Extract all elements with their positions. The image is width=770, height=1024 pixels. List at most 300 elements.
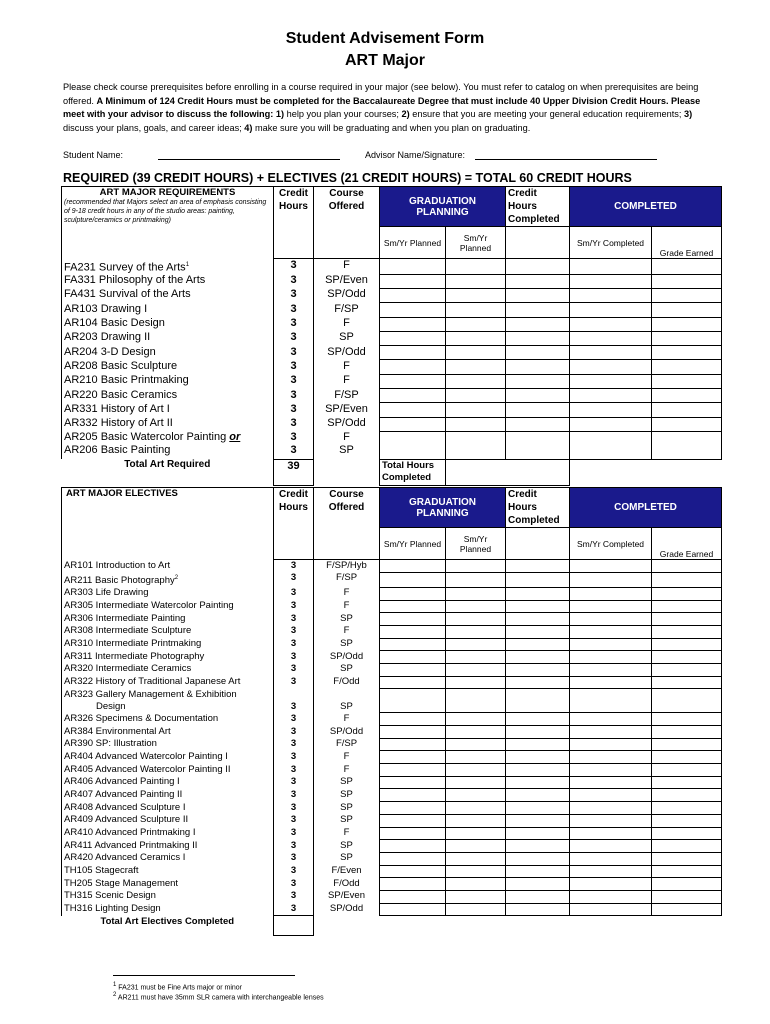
electives-entry-cell[interactable] — [506, 776, 570, 789]
course-name-text: AR103 Drawing I — [64, 302, 148, 315]
credit-hours: 3 — [274, 764, 314, 777]
required-planned-1-header: Sm/Yr Planned — [380, 227, 446, 259]
course-name — [62, 389, 274, 403]
electives-entry-cell[interactable] — [380, 840, 446, 853]
electives-entry-cell[interactable] — [380, 764, 446, 777]
electives-table — [61, 487, 722, 936]
electives-entry-cell[interactable] — [506, 802, 570, 815]
required-entry-cell[interactable] — [652, 360, 722, 374]
table-row — [62, 259, 722, 275]
required-entry-cell[interactable] — [652, 374, 722, 388]
electives-entry-cell[interactable] — [652, 802, 722, 815]
required-entry-cell[interactable] — [570, 274, 652, 288]
electives-entry-cell[interactable] — [380, 676, 446, 689]
credit-hours: 3 — [274, 689, 314, 713]
electives-entry-cell[interactable] — [446, 776, 506, 789]
electives-entry-cell[interactable] — [446, 560, 506, 573]
electives-entry-cell[interactable] — [506, 600, 570, 613]
table-row — [62, 303, 722, 317]
electives-entry-cell[interactable] — [380, 713, 446, 726]
required-entry-cell[interactable] — [380, 431, 446, 459]
electives-entry-cell[interactable] — [380, 689, 446, 713]
course-offered: F — [314, 317, 380, 331]
required-entry-cell[interactable] — [380, 417, 446, 431]
electives-entry-cell[interactable] — [652, 689, 722, 713]
course-offered: SP/Odd — [314, 903, 380, 916]
course-name-text: AR306 Intermediate Painting — [64, 612, 186, 624]
electives-entry-cell[interactable] — [506, 840, 570, 853]
table-row — [62, 814, 722, 827]
electives-entry-cell[interactable] — [446, 676, 506, 689]
table-row — [62, 431, 722, 459]
electives-entry-cell[interactable] — [380, 827, 446, 840]
electives-entry-cell[interactable] — [652, 738, 722, 751]
required-entry-cell[interactable] — [506, 346, 570, 360]
required-entry-cell[interactable] — [380, 303, 446, 317]
required-entry-cell[interactable] — [380, 360, 446, 374]
required-entry-cell[interactable] — [506, 331, 570, 345]
required-entry-cell[interactable] — [570, 417, 652, 431]
electives-entry-cell[interactable] — [506, 651, 570, 664]
electives-entry-cell[interactable] — [652, 613, 722, 626]
course-offered: F/SP — [314, 389, 380, 403]
electives-entry-cell[interactable] — [446, 865, 506, 878]
electives-entry-cell[interactable] — [446, 663, 506, 676]
electives-entry-cell[interactable] — [570, 890, 652, 903]
required-entry-cell[interactable] — [570, 346, 652, 360]
electives-entry-cell[interactable] — [380, 878, 446, 891]
electives-entry-cell[interactable] — [652, 651, 722, 664]
electives-entry-cell[interactable] — [570, 852, 652, 865]
electives-entry-cell[interactable] — [570, 903, 652, 916]
table-row — [62, 613, 722, 626]
electives-entry-cell[interactable] — [446, 827, 506, 840]
course-name — [62, 890, 274, 903]
electives-entry-cell[interactable] — [570, 764, 652, 777]
required-blank-header — [506, 227, 570, 259]
electives-entry-cell[interactable] — [506, 814, 570, 827]
electives-entry-cell[interactable] — [380, 726, 446, 739]
electives-entry-cell[interactable] — [652, 625, 722, 638]
electives-entry-cell[interactable] — [570, 865, 652, 878]
course-name — [62, 560, 274, 573]
electives-entry-cell[interactable] — [570, 814, 652, 827]
required-entry-cell[interactable] — [380, 317, 446, 331]
required-entry-cell[interactable] — [446, 389, 506, 403]
required-entry-cell[interactable] — [652, 403, 722, 417]
course-name — [62, 303, 274, 317]
credit-hours: 3 — [274, 638, 314, 651]
electives-entry-cell[interactable] — [446, 613, 506, 626]
spacer — [570, 916, 652, 936]
required-entry-cell[interactable] — [506, 303, 570, 317]
required-entry-cell[interactable] — [652, 259, 722, 275]
required-entry-cell[interactable] — [506, 288, 570, 302]
electives-entry-cell[interactable] — [570, 587, 652, 600]
instructions-text-2: help you plan your courses; — [284, 109, 402, 119]
required-entry-cell[interactable] — [652, 303, 722, 317]
required-entry-cell[interactable] — [570, 317, 652, 331]
required-credit-header: Credit Hours — [274, 187, 314, 259]
credit-hours: 3 — [274, 403, 314, 417]
student-name-field[interactable] — [158, 159, 340, 160]
electives-entry-cell[interactable] — [446, 840, 506, 853]
electives-entry-cell[interactable] — [506, 878, 570, 891]
required-entry-cell[interactable] — [652, 389, 722, 403]
electives-entry-cell[interactable] — [446, 689, 506, 713]
electives-entry-cell[interactable] — [570, 840, 652, 853]
electives-entry-cell[interactable] — [652, 852, 722, 865]
footnote-2-text: AR211 must have 35mm SLR camera with interchangeable lenses — [116, 994, 324, 1002]
total-hours-heading: REQUIRED (39 CREDIT HOURS) + ELECTIVES (21 CREDIT HOURS) = TOTAL 60 CREDIT HOURS — [63, 171, 632, 185]
instructions-text-5: make sure you will be graduating and when you plan on graduating. — [252, 122, 531, 133]
electives-entry-cell[interactable] — [506, 903, 570, 916]
electives-entry-cell[interactable] — [380, 572, 446, 587]
electives-entry-cell[interactable] — [506, 587, 570, 600]
electives-entry-cell[interactable] — [570, 638, 652, 651]
electives-entry-cell[interactable] — [380, 625, 446, 638]
spacer — [652, 459, 722, 485]
credit-hours: 3 — [274, 713, 314, 726]
electives-entry-cell[interactable] — [570, 663, 652, 676]
course-name — [62, 625, 274, 638]
spacer — [314, 916, 380, 936]
course-name — [62, 403, 274, 417]
required-entry-cell[interactable] — [652, 346, 722, 360]
course-offered: F/SP — [314, 738, 380, 751]
electives-entry-cell[interactable] — [506, 560, 570, 573]
required-entry-cell[interactable] — [652, 317, 722, 331]
course-name-text: AR204 3-D Design — [64, 345, 156, 358]
spacer — [446, 916, 506, 936]
course-name-text: AR407 Advanced Painting II — [64, 788, 183, 800]
electives-entry-cell[interactable] — [652, 560, 722, 573]
required-entry-cell[interactable] — [380, 288, 446, 302]
electives-entry-cell[interactable] — [570, 600, 652, 613]
required-entry-cell[interactable] — [446, 274, 506, 288]
electives-entry-cell[interactable] — [380, 802, 446, 815]
course-name-text: AR404 Advanced Watercolor Painting I — [64, 750, 228, 762]
course-name — [62, 331, 274, 345]
total-electives-field[interactable] — [274, 916, 314, 936]
course-name-text: AR331 History of Art I — [64, 402, 170, 415]
electives-entry-cell[interactable] — [652, 638, 722, 651]
electives-entry-cell[interactable] — [380, 890, 446, 903]
electives-entry-cell[interactable] — [652, 878, 722, 891]
course-name — [62, 713, 274, 726]
electives-entry-cell[interactable] — [506, 676, 570, 689]
required-total-row — [62, 459, 722, 485]
electives-entry-cell[interactable] — [570, 802, 652, 815]
electives-entry-cell[interactable] — [446, 751, 506, 764]
electives-entry-cell[interactable] — [506, 689, 570, 713]
required-entry-cell[interactable] — [380, 259, 446, 275]
course-name-text: AR210 Basic Printmaking — [64, 374, 189, 387]
required-credit-completed-header: Credit Hours Completed — [506, 187, 570, 227]
electives-entry-cell[interactable] — [652, 713, 722, 726]
electives-entry-cell[interactable] — [652, 726, 722, 739]
electives-entry-cell[interactable] — [652, 789, 722, 802]
credit-hours: 3 — [274, 560, 314, 573]
required-entry-cell[interactable] — [446, 403, 506, 417]
required-entry-cell[interactable] — [380, 403, 446, 417]
electives-entry-cell[interactable] — [570, 689, 652, 713]
electives-entry-cell[interactable] — [446, 890, 506, 903]
course-offered: SP/Even — [314, 274, 380, 288]
electives-credit-completed-header: Credit Hours Completed — [506, 488, 570, 528]
required-entry-cell[interactable] — [380, 346, 446, 360]
required-entry-cell[interactable] — [652, 417, 722, 431]
required-entry-cell[interactable] — [380, 331, 446, 345]
instructions-text-1: Please check course prerequisites before enrolling in a course required in your major (see below). You must refer to catalog on when prerequisites are being offered. — [63, 82, 699, 106]
required-entry-cell[interactable] — [446, 288, 506, 302]
electives-entry-cell[interactable] — [446, 572, 506, 587]
electives-entry-cell[interactable] — [652, 903, 722, 916]
table-row — [62, 890, 722, 903]
course-name — [62, 360, 274, 374]
spacer — [380, 916, 446, 936]
electives-entry-cell[interactable] — [570, 878, 652, 891]
required-entry-cell[interactable] — [380, 274, 446, 288]
electives-blank-header — [506, 528, 570, 560]
electives-entry-cell[interactable] — [380, 789, 446, 802]
electives-entry-cell[interactable] — [446, 600, 506, 613]
course-name — [62, 572, 274, 587]
table-row — [62, 663, 722, 676]
electives-entry-cell[interactable] — [380, 651, 446, 664]
electives-entry-cell[interactable] — [380, 663, 446, 676]
electives-entry-cell[interactable] — [570, 613, 652, 626]
electives-entry-cell[interactable] — [446, 878, 506, 891]
electives-entry-cell[interactable] — [570, 751, 652, 764]
electives-entry-cell[interactable] — [652, 814, 722, 827]
course-offered: SP — [314, 689, 380, 713]
electives-entry-cell[interactable] — [506, 865, 570, 878]
required-entry-cell[interactable] — [506, 259, 570, 275]
electives-grad-planning-header: GRADUATION PLANNING — [380, 488, 506, 528]
required-entry-cell[interactable] — [446, 346, 506, 360]
required-entry-cell[interactable] — [380, 374, 446, 388]
course-name-text: AR220 Basic Ceramics — [64, 388, 178, 401]
electives-entry-cell[interactable] — [652, 827, 722, 840]
electives-entry-cell[interactable] — [652, 890, 722, 903]
electives-entry-cell[interactable] — [446, 638, 506, 651]
electives-entry-cell[interactable] — [570, 676, 652, 689]
electives-entry-cell[interactable] — [380, 738, 446, 751]
electives-title: ART MAJOR ELECTIVES — [66, 488, 178, 499]
electives-entry-cell[interactable] — [380, 613, 446, 626]
required-entry-cell[interactable] — [570, 403, 652, 417]
instructions-num-2: 2) — [401, 109, 410, 119]
electives-entry-cell[interactable] — [570, 827, 652, 840]
required-entry-cell[interactable] — [506, 403, 570, 417]
electives-offered-header: Course Offered — [314, 488, 380, 560]
electives-entry-cell[interactable] — [570, 789, 652, 802]
required-entry-cell[interactable] — [446, 317, 506, 331]
required-entry-cell[interactable] — [506, 389, 570, 403]
required-entry-cell[interactable] — [446, 360, 506, 374]
electives-entry-cell[interactable] — [570, 726, 652, 739]
course-name — [62, 600, 274, 613]
electives-entry-cell[interactable] — [380, 814, 446, 827]
electives-entry-cell[interactable] — [380, 638, 446, 651]
electives-entry-cell[interactable] — [570, 560, 652, 573]
credit-hours: 3 — [274, 890, 314, 903]
electives-entry-cell[interactable] — [652, 587, 722, 600]
ar205-hours: 3 — [290, 431, 297, 444]
form-subtitle: ART Major — [345, 52, 425, 69]
required-grade-header: Grade Earned — [652, 227, 722, 259]
required-entry-cell[interactable] — [652, 288, 722, 302]
electives-entry-cell[interactable] — [570, 651, 652, 664]
course-offered: F — [314, 600, 380, 613]
required-entry-cell[interactable] — [380, 389, 446, 403]
footnote-2-marker: 2 — [113, 992, 117, 998]
electives-entry-cell[interactable] — [652, 676, 722, 689]
required-entry-cell[interactable] — [506, 317, 570, 331]
electives-entry-cell[interactable] — [446, 789, 506, 802]
credit-hours: 3 — [274, 840, 314, 853]
required-entry-cell[interactable] — [506, 374, 570, 388]
electives-entry-cell[interactable] — [652, 600, 722, 613]
electives-entry-cell[interactable] — [652, 764, 722, 777]
advisor-signature-field[interactable] — [475, 159, 657, 160]
electives-entry-cell[interactable] — [570, 625, 652, 638]
electives-entry-cell[interactable] — [446, 651, 506, 664]
required-entry-cell[interactable] — [446, 331, 506, 345]
electives-entry-cell[interactable] — [652, 572, 722, 587]
electives-entry-cell[interactable] — [380, 903, 446, 916]
required-entry-cell[interactable] — [570, 431, 652, 459]
table-row — [62, 600, 722, 613]
required-entry-cell[interactable] — [506, 360, 570, 374]
electives-entry-cell[interactable] — [446, 713, 506, 726]
electives-entry-cell[interactable] — [446, 625, 506, 638]
electives-entry-cell[interactable] — [506, 663, 570, 676]
course-offered: F — [314, 259, 380, 275]
required-entry-cell[interactable] — [506, 274, 570, 288]
electives-entry-cell[interactable] — [506, 738, 570, 751]
required-entry-cell[interactable] — [446, 431, 506, 459]
required-entry-cell[interactable] — [570, 288, 652, 302]
course-offered: F/SP — [314, 572, 380, 587]
course-name-text: AR410 Advanced Printmaking I — [64, 827, 196, 839]
electives-entry-cell[interactable] — [506, 713, 570, 726]
or-label: or — [229, 431, 241, 444]
table-row — [62, 738, 722, 751]
course-offered: SP — [314, 814, 380, 827]
course-name-text: AR411 Advanced Printmaking II — [64, 839, 198, 851]
electives-entry-cell[interactable] — [570, 776, 652, 789]
required-entry-cell[interactable] — [570, 389, 652, 403]
electives-entry-cell[interactable] — [506, 613, 570, 626]
electives-entry-cell[interactable] — [446, 726, 506, 739]
course-offered: SP/Odd — [314, 417, 380, 431]
electives-entry-cell[interactable] — [570, 572, 652, 587]
electives-entry-cell[interactable] — [506, 638, 570, 651]
required-entry-cell[interactable] — [570, 331, 652, 345]
electives-entry-cell[interactable] — [652, 776, 722, 789]
electives-entry-cell[interactable] — [446, 903, 506, 916]
electives-entry-cell[interactable] — [446, 738, 506, 751]
student-name-label: Student Name: — [63, 150, 124, 160]
electives-entry-cell[interactable] — [380, 751, 446, 764]
required-entry-cell[interactable] — [652, 331, 722, 345]
table-row — [62, 903, 722, 916]
required-entry-cell[interactable] — [652, 274, 722, 288]
course-name-text: AR326 Specimens & Documentation — [64, 712, 219, 724]
ar206-offered: SP — [339, 444, 354, 457]
electives-entry-cell[interactable] — [506, 852, 570, 865]
electives-entry-cell[interactable] — [446, 764, 506, 777]
electives-entry-cell[interactable] — [570, 713, 652, 726]
required-entry-cell[interactable] — [446, 259, 506, 275]
course-offered: F/Even — [314, 865, 380, 878]
course-name — [62, 613, 274, 626]
required-entry-cell[interactable] — [570, 374, 652, 388]
electives-entry-cell[interactable] — [652, 865, 722, 878]
electives-entry-cell[interactable] — [380, 865, 446, 878]
electives-entry-cell[interactable] — [506, 789, 570, 802]
electives-entry-cell[interactable] — [506, 726, 570, 739]
total-hours-completed-label: Total Hours Completed — [380, 459, 446, 485]
electives-entry-cell[interactable] — [570, 738, 652, 751]
electives-entry-cell[interactable] — [652, 751, 722, 764]
credit-hours: 3 — [274, 288, 314, 302]
electives-entry-cell[interactable] — [506, 572, 570, 587]
required-entry-cell[interactable] — [506, 417, 570, 431]
electives-entry-cell[interactable] — [506, 625, 570, 638]
required-entry-cell[interactable] — [652, 431, 722, 459]
electives-entry-cell[interactable] — [446, 814, 506, 827]
required-entry-cell[interactable] — [446, 303, 506, 317]
credit-hours: 3 — [274, 789, 314, 802]
ar323-line-1: AR323 Gallery Management & Exhibition — [64, 688, 237, 700]
electives-entry-cell[interactable] — [506, 751, 570, 764]
required-entry-cell[interactable] — [570, 259, 652, 275]
electives-entry-cell[interactable] — [506, 890, 570, 903]
credit-hours: 3 — [274, 663, 314, 676]
required-completed-header: COMPLETED — [570, 187, 722, 227]
electives-entry-cell[interactable] — [652, 663, 722, 676]
course-offered: SP/Odd — [314, 288, 380, 302]
required-course-rows — [62, 259, 722, 486]
required-entry-cell[interactable] — [570, 360, 652, 374]
electives-entry-cell[interactable] — [446, 587, 506, 600]
electives-entry-cell[interactable] — [506, 827, 570, 840]
course-offered: SP — [314, 852, 380, 865]
required-courses-table — [61, 186, 722, 486]
required-entry-cell[interactable] — [570, 303, 652, 317]
electives-total-row — [62, 916, 722, 936]
required-entry-cell[interactable] — [506, 431, 570, 459]
electives-entry-cell[interactable] — [380, 776, 446, 789]
electives-entry-cell[interactable] — [506, 764, 570, 777]
electives-entry-cell[interactable] — [446, 852, 506, 865]
electives-entry-cell[interactable] — [446, 802, 506, 815]
required-entry-cell[interactable] — [446, 417, 506, 431]
electives-entry-cell[interactable] — [652, 840, 722, 853]
electives-entry-cell[interactable] — [380, 587, 446, 600]
total-hours-completed-field[interactable] — [446, 459, 570, 485]
spacer — [652, 916, 722, 936]
required-entry-cell[interactable] — [446, 374, 506, 388]
required-grad-planning-header: GRADUATION PLANNING — [380, 187, 506, 227]
electives-entry-cell[interactable] — [380, 852, 446, 865]
electives-entry-cell[interactable] — [380, 560, 446, 573]
electives-entry-cell[interactable] — [380, 600, 446, 613]
course-name — [62, 374, 274, 388]
